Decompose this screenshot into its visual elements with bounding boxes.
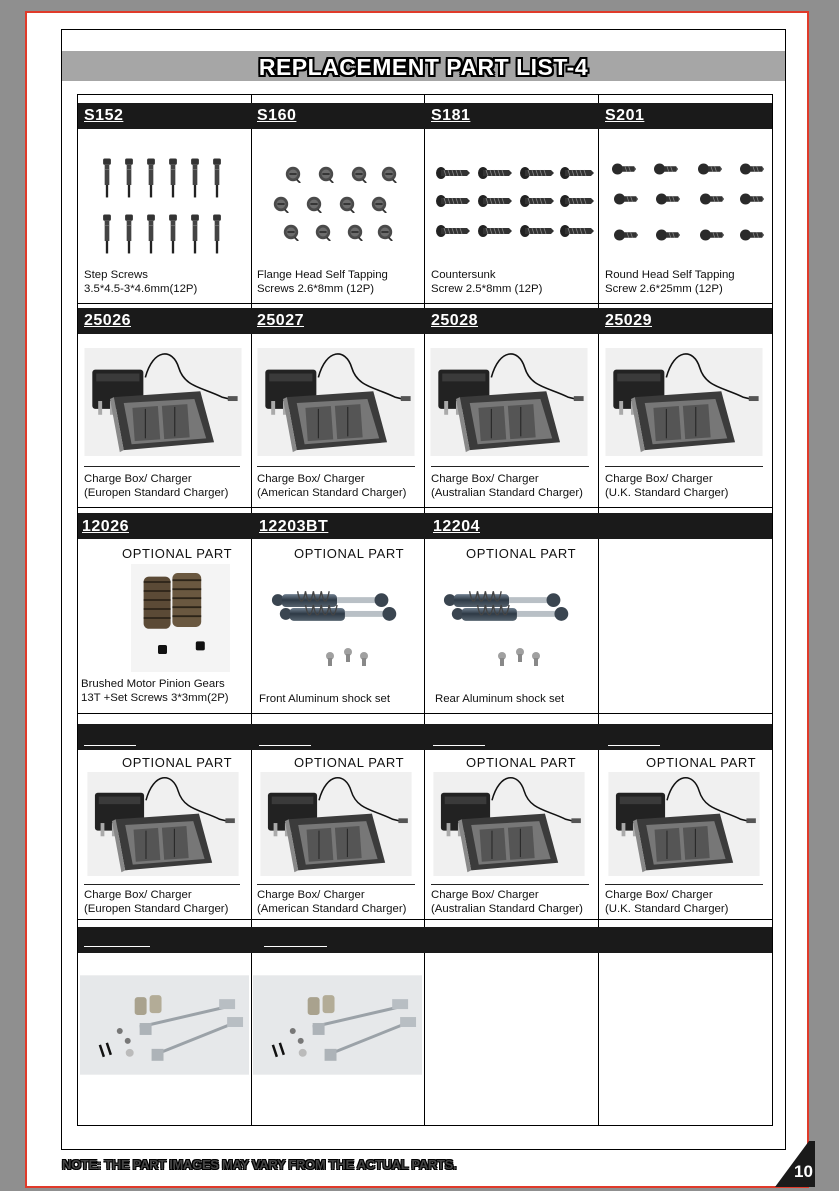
charger-box-icon bbox=[605, 348, 763, 456]
blank-code-underline bbox=[259, 745, 311, 746]
optional-part-label: OPTIONAL PART bbox=[294, 755, 405, 770]
part-code: 12026 bbox=[82, 518, 129, 535]
blank-code-underline bbox=[84, 946, 150, 947]
caption-rule bbox=[605, 884, 763, 885]
blank-code-underline bbox=[84, 745, 136, 746]
drive-shaft-set-icon bbox=[253, 975, 422, 1075]
front-shock-set-icon bbox=[268, 578, 416, 668]
countersunk-screws-icon bbox=[436, 165, 596, 245]
round-head-screws-icon bbox=[612, 160, 772, 245]
charger-box-icon bbox=[257, 348, 415, 456]
optional-part-label: OPTIONAL PART bbox=[294, 546, 405, 561]
row-divider bbox=[77, 713, 773, 714]
caption-rule bbox=[605, 466, 763, 467]
blank-code-underline bbox=[608, 745, 660, 746]
part-description: Flange Head Self Tapping Screws 2.6*8mm (12P) bbox=[257, 269, 388, 295]
part-code: S201 bbox=[605, 107, 645, 124]
flange-screws-icon bbox=[272, 165, 402, 245]
part-description: Front Aluminum shock set bbox=[259, 693, 391, 705]
caption-rule bbox=[257, 466, 415, 467]
part-code: S160 bbox=[257, 107, 297, 124]
column-divider bbox=[598, 94, 599, 1126]
part-description: Charge Box/ Charger (Europen Standard Charger) bbox=[84, 889, 229, 915]
caption-rule bbox=[431, 884, 589, 885]
optional-part-label: OPTIONAL PART bbox=[122, 755, 233, 770]
part-description: Charge Box/ Charger (American Standard Charger) bbox=[257, 473, 407, 499]
step-screws-icon bbox=[100, 158, 235, 258]
caption-rule bbox=[84, 466, 240, 467]
charger-box-icon bbox=[257, 772, 415, 876]
part-code: 25029 bbox=[605, 312, 652, 329]
charger-box-icon bbox=[605, 772, 763, 876]
part-code: 25026 bbox=[84, 312, 131, 329]
row-divider bbox=[77, 919, 773, 920]
page-title: REPLACEMENT PART LIST-4 bbox=[258, 54, 589, 80]
optional-part-label: OPTIONAL PART bbox=[466, 546, 577, 561]
part-code: 12204 bbox=[433, 518, 480, 535]
column-divider bbox=[424, 94, 425, 1126]
charger-box-icon bbox=[430, 348, 588, 456]
charger-box-icon bbox=[84, 348, 242, 456]
caption-rule bbox=[84, 884, 240, 885]
header-bar-row5 bbox=[78, 927, 772, 953]
header-bar-row1 bbox=[78, 103, 772, 129]
part-description: Charge Box/ Charger (U.K. Standard Charger) bbox=[605, 473, 729, 499]
part-description: Rear Aluminum shock set bbox=[435, 693, 565, 705]
optional-part-label: OPTIONAL PART bbox=[122, 546, 233, 561]
charger-box-icon bbox=[84, 772, 242, 876]
part-description: Charge Box/ Charger (Australian Standard Charger) bbox=[431, 889, 583, 915]
part-description: Charge Box/ Charger (American Standard Charger) bbox=[257, 889, 407, 915]
part-code: 25028 bbox=[431, 312, 478, 329]
part-description: Charge Box/ Charger (U.K. Standard Charger) bbox=[605, 889, 729, 915]
footer-note: NOTE: THE PART IMAGES MAY VARY FROM THE ACTUAL PARTS. bbox=[62, 1157, 457, 1172]
charger-box-icon bbox=[430, 772, 588, 876]
caption-rule bbox=[257, 884, 415, 885]
column-divider bbox=[251, 94, 252, 1126]
drive-shaft-set-icon bbox=[80, 975, 249, 1075]
part-description: Round Head Self Tapping Screw 2.6*25mm (12P) bbox=[605, 269, 735, 295]
part-code: 25027 bbox=[257, 312, 304, 329]
part-description: Step Screws 3.5*4.5-3*4.6mm(12P) bbox=[84, 269, 198, 295]
part-description: Countersunk Screw 2.5*8mm (12P) bbox=[431, 269, 543, 295]
row-divider bbox=[77, 507, 773, 508]
part-description: Charge Box/ Charger (Australian Standard Charger) bbox=[431, 473, 583, 499]
header-bar-row3 bbox=[78, 513, 772, 539]
caption-rule bbox=[431, 466, 589, 467]
blank-code-underline bbox=[264, 946, 327, 947]
blank-code-underline bbox=[433, 745, 485, 746]
part-code: S181 bbox=[431, 107, 471, 124]
part-description: Brushed Motor Pinion Gears 13T +Set Screws 3*3mm(2P) bbox=[81, 678, 229, 704]
rear-shock-set-icon bbox=[440, 578, 588, 668]
part-code: 12203BT bbox=[259, 518, 329, 535]
part-code: S152 bbox=[84, 107, 124, 124]
row-divider bbox=[77, 303, 773, 304]
part-description: Charge Box/ Charger (Europen Standard Charger) bbox=[84, 473, 229, 499]
optional-part-label: OPTIONAL PART bbox=[466, 755, 577, 770]
page-number: 10 bbox=[794, 1162, 813, 1181]
header-bar-row2 bbox=[78, 308, 772, 334]
pinion-gears-icon bbox=[128, 564, 233, 672]
header-bar-row4 bbox=[78, 724, 772, 750]
optional-part-label: OPTIONAL PART bbox=[646, 755, 757, 770]
